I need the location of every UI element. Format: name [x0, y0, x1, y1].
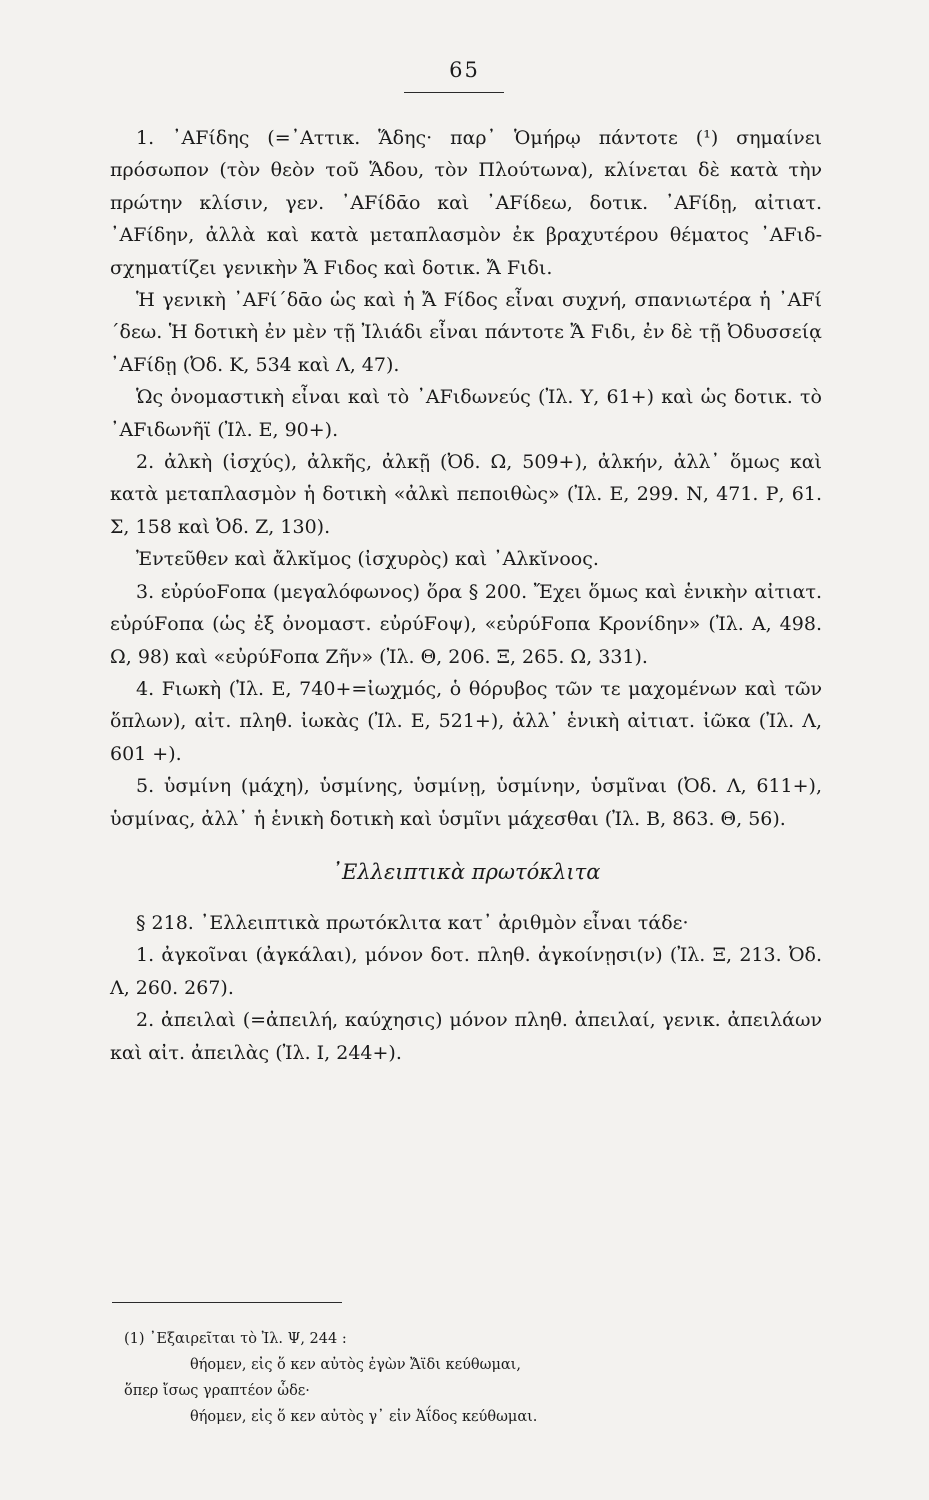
footnote-line-3: ὅπερ ἴσως γραπτέον ὧδε· — [124, 1383, 310, 1399]
section-paragraph-1: § 218. ᾽Ελλειπτικὰ πρωτόκλιτα κατ᾽ ἀριθμὸν εἶναι τάδε· — [136, 911, 689, 934]
paragraph-7: 4. Fιωκὴ (Ἰλ. Ε, 740+=ἰωχμός, ὁ θόρυβος τῶν τε μαχομένων καὶ τῶν ὅπλων), αἰτ. πληθ. ἰωκὰς (Ἰλ. Ε, 521+), ἀλλ᾽ ἑνικὴ αἰτιατ. ἰῶκα (Ἰλ. Λ, 601 +). — [110, 677, 822, 765]
section-heading: ᾽Ελλειπτικὰ πρωτόκλιτα — [331, 859, 601, 884]
paragraph-1: 1. ᾽ΑFίδης (=᾽Αττικ. Ἅδης· παρ᾽ Ὁμήρῳ πάντοτε (¹) σημαίνει πρόσωπον (τὸν θεὸν τοῦ Ἅδου, τὸν Πλούτωνα), κλίνεται δὲ κατὰ τὴν πρώτην κλίσιν, γεν. ᾽ΑFίδᾱο καὶ ᾽ΑFίδεω, δοτικ. ᾽ΑFίδῃ, αἰτιατ. ᾽ΑFίδην, ἀλλὰ καὶ κατὰ μεταπλασμὸν ἐκ βραχυτέρου θέματος ᾽ΑFιδ- σχηματίζει γενικὴν Ἄ Fιδος καὶ δοτικ. Ἄ Fιδι. — [110, 127, 822, 279]
paragraph-3: Ὡς ὀνομαστικὴ εἶναι καὶ τὸ ᾽ΑFιδωνεύς (Ἰλ. Υ, 61+) καὶ ὡς δοτικ. τὸ ᾽ΑFιδωνῆϊ (Ἰλ. Ε, 90+). — [110, 386, 822, 441]
page-number-rule — [404, 92, 504, 93]
paragraph-6: 3. εὐρύοFοπα (μεγαλόφωνος) ὅρα § 200. Ἔχει ὅμως καὶ ἑνικὴν αἰτιατ. εὐρύFοπα (ὡς ἐξ ὀνομαστ. εὐρύFοψ), «εὐρύFοπα Κρονίδην» (Ἰλ. Α, 498. Ω, 98) καὶ «εὐρύFοπα Ζῆν» (Ἰλ. Θ, 206. Ξ, 265. Ω, 331). — [110, 580, 822, 668]
paragraph-8: 5. ὑσμίνη (μάχη), ὑσμίνης, ὑσμίνῃ, ὑσμίνην, ὑσμῖναι (Ὀδ. Λ, 611+), ὑσμίνας, ἀλλ᾽ ἡ ἑνικὴ δοτικὴ καὶ ὑσμῖνι μάχεσθαι (Ἰλ. Β, 863. Θ, 56). — [110, 775, 822, 830]
paragraph-2: Ἡ γενικὴ ᾽ΑFί´δᾱο ὡς καὶ ἡ Ἄ Fίδος εἶναι συχνή, σπανιωτέρα ἡ ᾽ΑFί´δεω. Ἡ δοτικὴ ἐν μὲν τῇ Ἰλιάδι εἶναι πάντοτε Ἄ Fιδι, ἐν δὲ τῇ Ὀδυσσείᾳ ᾽ΑFίδῃ (Ὀδ. Κ, 534 καὶ Λ, 47). — [110, 289, 822, 376]
section-paragraph-2: 1. ἀγκοῖναι (ἀγκάλαι), μόνον δοτ. πληθ. ἀγκοίνῃσι(ν) (Ἰλ. Ξ, 213. Ὀδ. Λ, 260. 267). — [110, 944, 822, 999]
section-paragraph-3: 2. ἀπειλαὶ (=ἀπειλή, καύχησις) μόνον πληθ. ἀπειλαί, γενικ. ἀπειλάων καὶ αἰτ. ἀπειλὰς (Ἰλ. Ι, 244+). — [110, 1009, 822, 1064]
footnote-line-1: (1) ᾽Εξαιρεῖται τὸ Ἰλ. Ψ, 244 : — [124, 1331, 347, 1347]
paragraph-5: Ἐντεῦθεν καὶ ἄλκῐμος (ἰσχυρὸς) καὶ ᾽Αλκῐνοος. — [136, 548, 599, 571]
footnote-rule — [112, 1302, 342, 1303]
footnote-line-4: θήομεν, εἰς ὅ κεν αὐτὸς γ᾽ εἰν Ἀΐδος κεύθωμαι. — [190, 1409, 538, 1425]
footnote-line-2: θήομεν, εἰς ὅ κεν αὐτὸς ἐγὼν Ἄϊδι κεύθωμαι, — [190, 1357, 521, 1373]
paragraph-4: 2. ἀλκὴ (ἰσχύς), ἀλκῆς, ἀλκῇ (Ὀδ. Ω, 509+), ἀλκήν, ἀλλ᾽ ὅμως καὶ κατὰ μεταπλασμὸν ἡ δοτικὴ «ἀλκὶ πεποιθὼς» (Ἰλ. Ε, 299. Ν, 471. Ρ, 61. Σ, 158 καὶ Ὀδ. Ζ, 130). — [110, 451, 822, 538]
page-number: 65 — [449, 58, 480, 82]
footnote — [124, 1326, 824, 1430]
main-text — [110, 122, 822, 1069]
